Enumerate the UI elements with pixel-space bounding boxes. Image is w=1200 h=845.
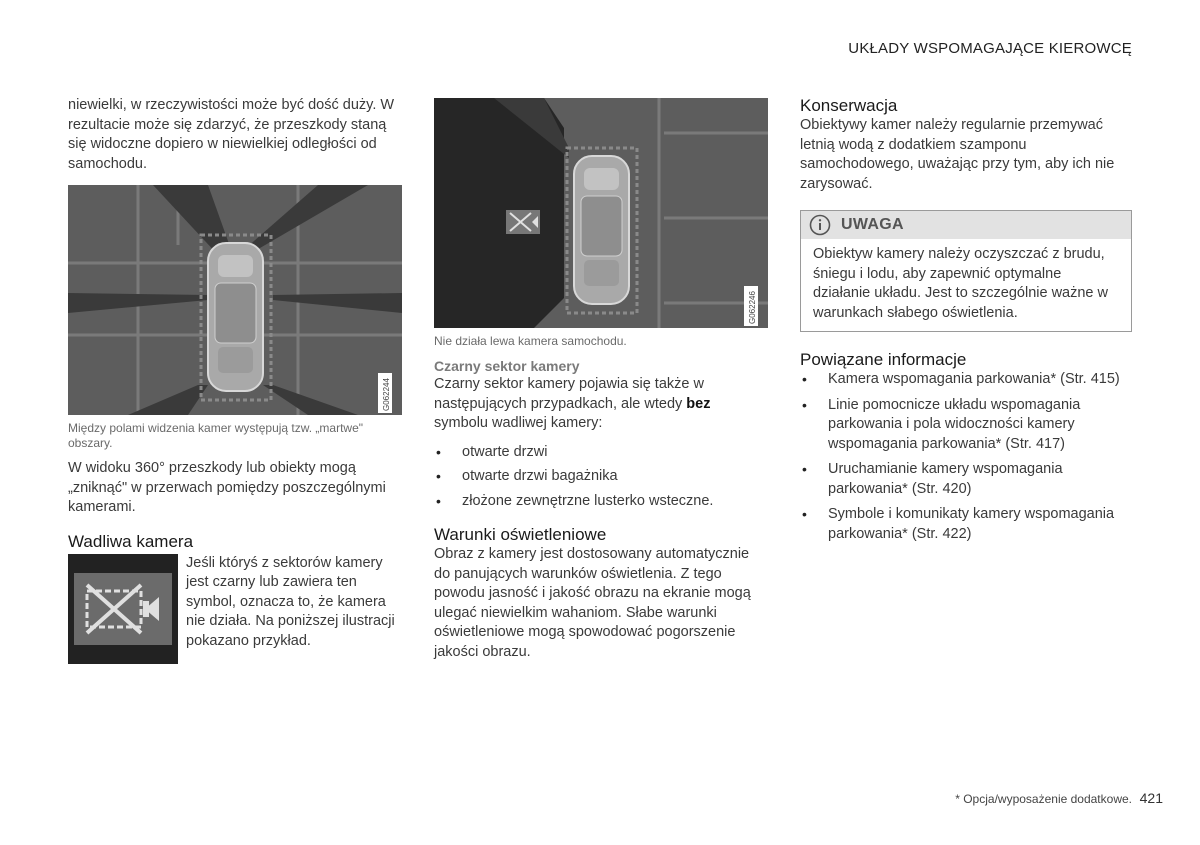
running-header: UKŁADY WSPOMAGAJĄCE KIEROWCĘ [848, 40, 1132, 57]
figure-code: G062246 [748, 291, 757, 324]
figure-caption: Nie działa lewa kamera samochodu. [434, 334, 627, 348]
left-camera-figure [434, 98, 768, 328]
related-heading: Powiązane informacje [800, 350, 967, 369]
info-icon [809, 214, 831, 236]
related-link[interactable]: • Linie pomocnicze układu wspomagania parkowania i pola widoczności kamery wspomagania parkowania* (Str. 417) [802, 396, 1081, 452]
related-link[interactable]: • Kamera wspomagania parkowania* (Str. 415) [802, 371, 1120, 387]
blind-spot-figure [68, 185, 402, 415]
left-camera-illustration [434, 98, 768, 328]
list-item: • złożone zewnętrzne lusterko wsteczne. [436, 492, 714, 509]
column-right [800, 96, 1132, 544]
black-sector-heading: Czarny sektor kamery [434, 358, 580, 374]
blind-spot-illustration [68, 185, 402, 415]
black-sector-list [434, 443, 768, 512]
note-header [801, 211, 1131, 239]
note-title: UWAGA [841, 216, 904, 233]
list-item: • otwarte drzwi bagażnika [436, 468, 618, 484]
faulty-camera-text: Jeśli któryś z sektorów kamery jest czarny lub zawiera ten symbol, oznacza to, że kamera nie działa. Na poniższej ilustracji pokazano przykład. [186, 554, 395, 649]
faulty-camera-heading: Wadliwa kamera [68, 531, 194, 551]
faulty-camera-icon [81, 581, 165, 637]
related-link[interactable]: • Symbole i komunikaty kamery wspomagania parkowania* (Str. 422) [802, 506, 1115, 542]
figure-caption: Między polami widzenia kamer występują tzw. „martwe" obszary. [68, 421, 364, 450]
paragraph-360: W widoku 360° przeszkody lub obiekty mogą „zniknąć" w przerwach pomiędzy poszczególnymi kamerami. [68, 460, 386, 515]
maintenance-heading: Konserwacja [800, 96, 898, 115]
faulty-camera-symbol-box [68, 554, 178, 664]
intro-paragraph: niewielki, w rzeczywistości może być dość duży. W rezultacie może się zdarzyć, że przeszkody staną się widoczne dopiero w niewielkiej odległości od samochodu. [68, 97, 395, 172]
note-box [800, 210, 1132, 332]
lighting-heading: Warunki oświetleniowe [434, 525, 607, 544]
lighting-text: Obraz z kamery jest dostosowany automatycznie do panujących warunków oświetlenia. Z tego powodu jasność i jakość obrazu na ekranie mogą ulegać niewielkim wahaniom. Słabe warunki oświetleniowe mogą spowodować pogorszenie jakości obrazu. [434, 546, 751, 660]
faulty-camera-block [68, 554, 402, 664]
related-link[interactable]: • Uruchamianie kamery wspomagania parkowania* (Str. 420) [802, 461, 1063, 497]
related-list [800, 370, 1132, 544]
note-text: Obiektyw kamery należy oczyszczać z brudu, śniegu i lodu, aby zapewnić optymalne działanie układu. Jest to szczególnie ważne w warunkach słabego oświetlenia. [813, 246, 1108, 321]
column-left [68, 96, 402, 664]
figure-code: G062244 [382, 378, 391, 411]
note-body [801, 239, 1131, 331]
list-item: • otwarte drzwi [436, 443, 548, 460]
black-sector-text: Czarny sektor kamery pojawia się także w następujących przypadkach, ale wtedy bez symbolu wadliwej kamery: [434, 376, 711, 431]
footnote: * Opcja/wyposażenie dodatkowe. [955, 792, 1132, 806]
maintenance-text: Obiektywy kamer należy regularnie przemywać letnią wodą z dodatkiem szamponu samochodowego, uważając przy tym, aby ich nie zarysować. [800, 117, 1115, 192]
column-middle [434, 96, 768, 662]
page-number: 421 [1139, 790, 1163, 806]
